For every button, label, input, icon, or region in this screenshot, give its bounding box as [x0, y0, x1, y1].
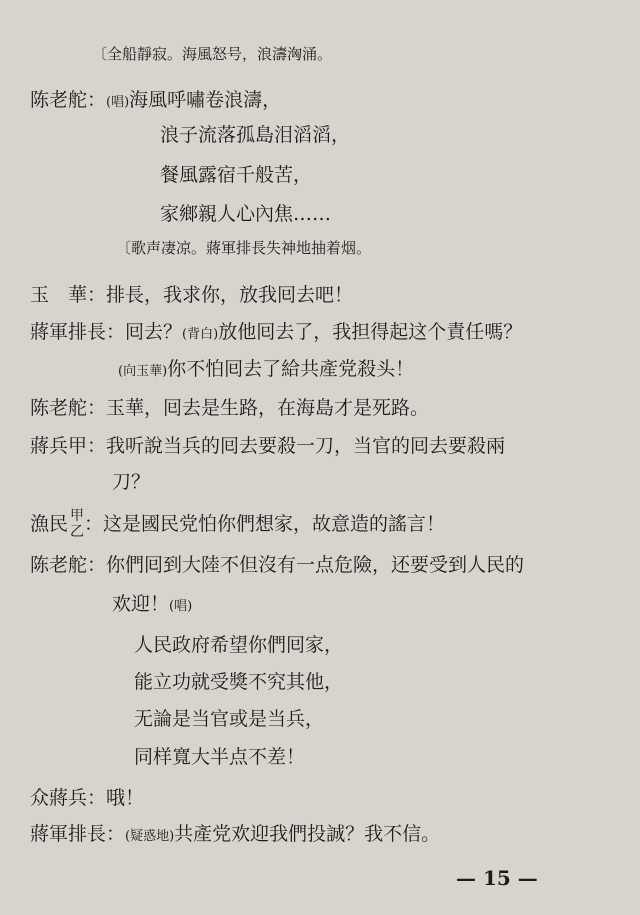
- dialogue-line: [30, 508, 446, 540]
- dialogue-line: [30, 434, 505, 458]
- verse-line: 浪子流落孤島泪滔滔，: [160, 124, 351, 146]
- dialogue-text: 我听說当兵的囘去要殺一刀，当官的囘去要殺兩: [106, 435, 506, 457]
- verse-line: 同样寬大半点不差！: [134, 746, 306, 768]
- stage-direction: 〔全船靜寂。海風怒号，浪濤洶涌。: [92, 45, 333, 63]
- dialogue-text: 共產党欢迎我們投誠？我不信。: [174, 823, 441, 845]
- dialogue-text: 你不怕囘去了給共產党殺头！: [167, 358, 415, 380]
- speaker-name: 陈老舵：: [30, 554, 107, 576]
- verse-line: 家鄉親人心內焦……: [160, 203, 332, 225]
- verse-line: 人民政府希望你們囘家，: [134, 634, 344, 656]
- speaker-name: 陈老舵：: [30, 397, 107, 419]
- speaker-colon: ：: [84, 513, 104, 535]
- dialogue-text: 你們囘到大陸不但沒有一点危險，还要受到人民的: [106, 554, 525, 576]
- speaker-name: 蔣軍排長：: [30, 321, 126, 343]
- dialogue-text: 放他囘去了，我担得起这个責任嗎？: [218, 321, 523, 343]
- speaker-name: 蔣軍排長：: [30, 823, 126, 845]
- dialogue-continuation: [112, 592, 192, 619]
- dialogue-line: [118, 357, 414, 384]
- speaker-name: 众蔣兵：: [30, 787, 107, 809]
- dialogue-line: [30, 283, 353, 307]
- dialogue-text: 哦！: [106, 787, 145, 809]
- stage-cue: (唱): [169, 599, 193, 614]
- speaker-name: 陈老舵：: [30, 89, 107, 111]
- stage-cue: (向玉華): [118, 364, 168, 379]
- dialogue-text: 欢迎！: [112, 593, 170, 615]
- speaker-name: 漁民: [30, 513, 69, 535]
- dialogue-line: [30, 786, 144, 810]
- dialogue-line: [30, 553, 524, 577]
- speaker-name: 蔣兵甲：: [30, 435, 107, 457]
- dialogue-continuation: 刀？: [112, 471, 151, 493]
- dialogue-text: 海風呼嘯卷浪濤，: [129, 89, 282, 111]
- dialogue-text: 囘去？: [125, 321, 183, 343]
- dialogue-line: [30, 396, 429, 420]
- page-number: — 15 —: [456, 866, 538, 890]
- dialogue-text: 这是國民党怕你們想家，故意造的謠言！: [103, 513, 446, 535]
- stage-direction: 〔歌声凄凉。蔣軍排長失神地抽着烟。: [116, 239, 372, 257]
- stage-cue: (疑惑地): [125, 829, 175, 844]
- dialogue-text: 排長，我求你，放我囘去吧！: [106, 284, 354, 306]
- dialogue-text: 玉華，囘去是生路，在海島才是死路。: [106, 397, 430, 419]
- stage-cue: (唱): [106, 95, 130, 110]
- dialogue-line: [30, 822, 440, 849]
- verse-line: 餐風露宿千般苦，: [160, 164, 313, 186]
- dialogue-line: [30, 320, 522, 347]
- speaker-suffix: 甲 乙: [70, 508, 85, 540]
- verse-line: 能立功就受獎不究其他，: [134, 671, 344, 693]
- speaker-name: 玉 華：: [30, 284, 107, 306]
- verse-line: 无論是当官或是当兵，: [134, 708, 325, 730]
- stage-cue: (背白): [182, 327, 219, 342]
- dialogue-line: [30, 88, 281, 115]
